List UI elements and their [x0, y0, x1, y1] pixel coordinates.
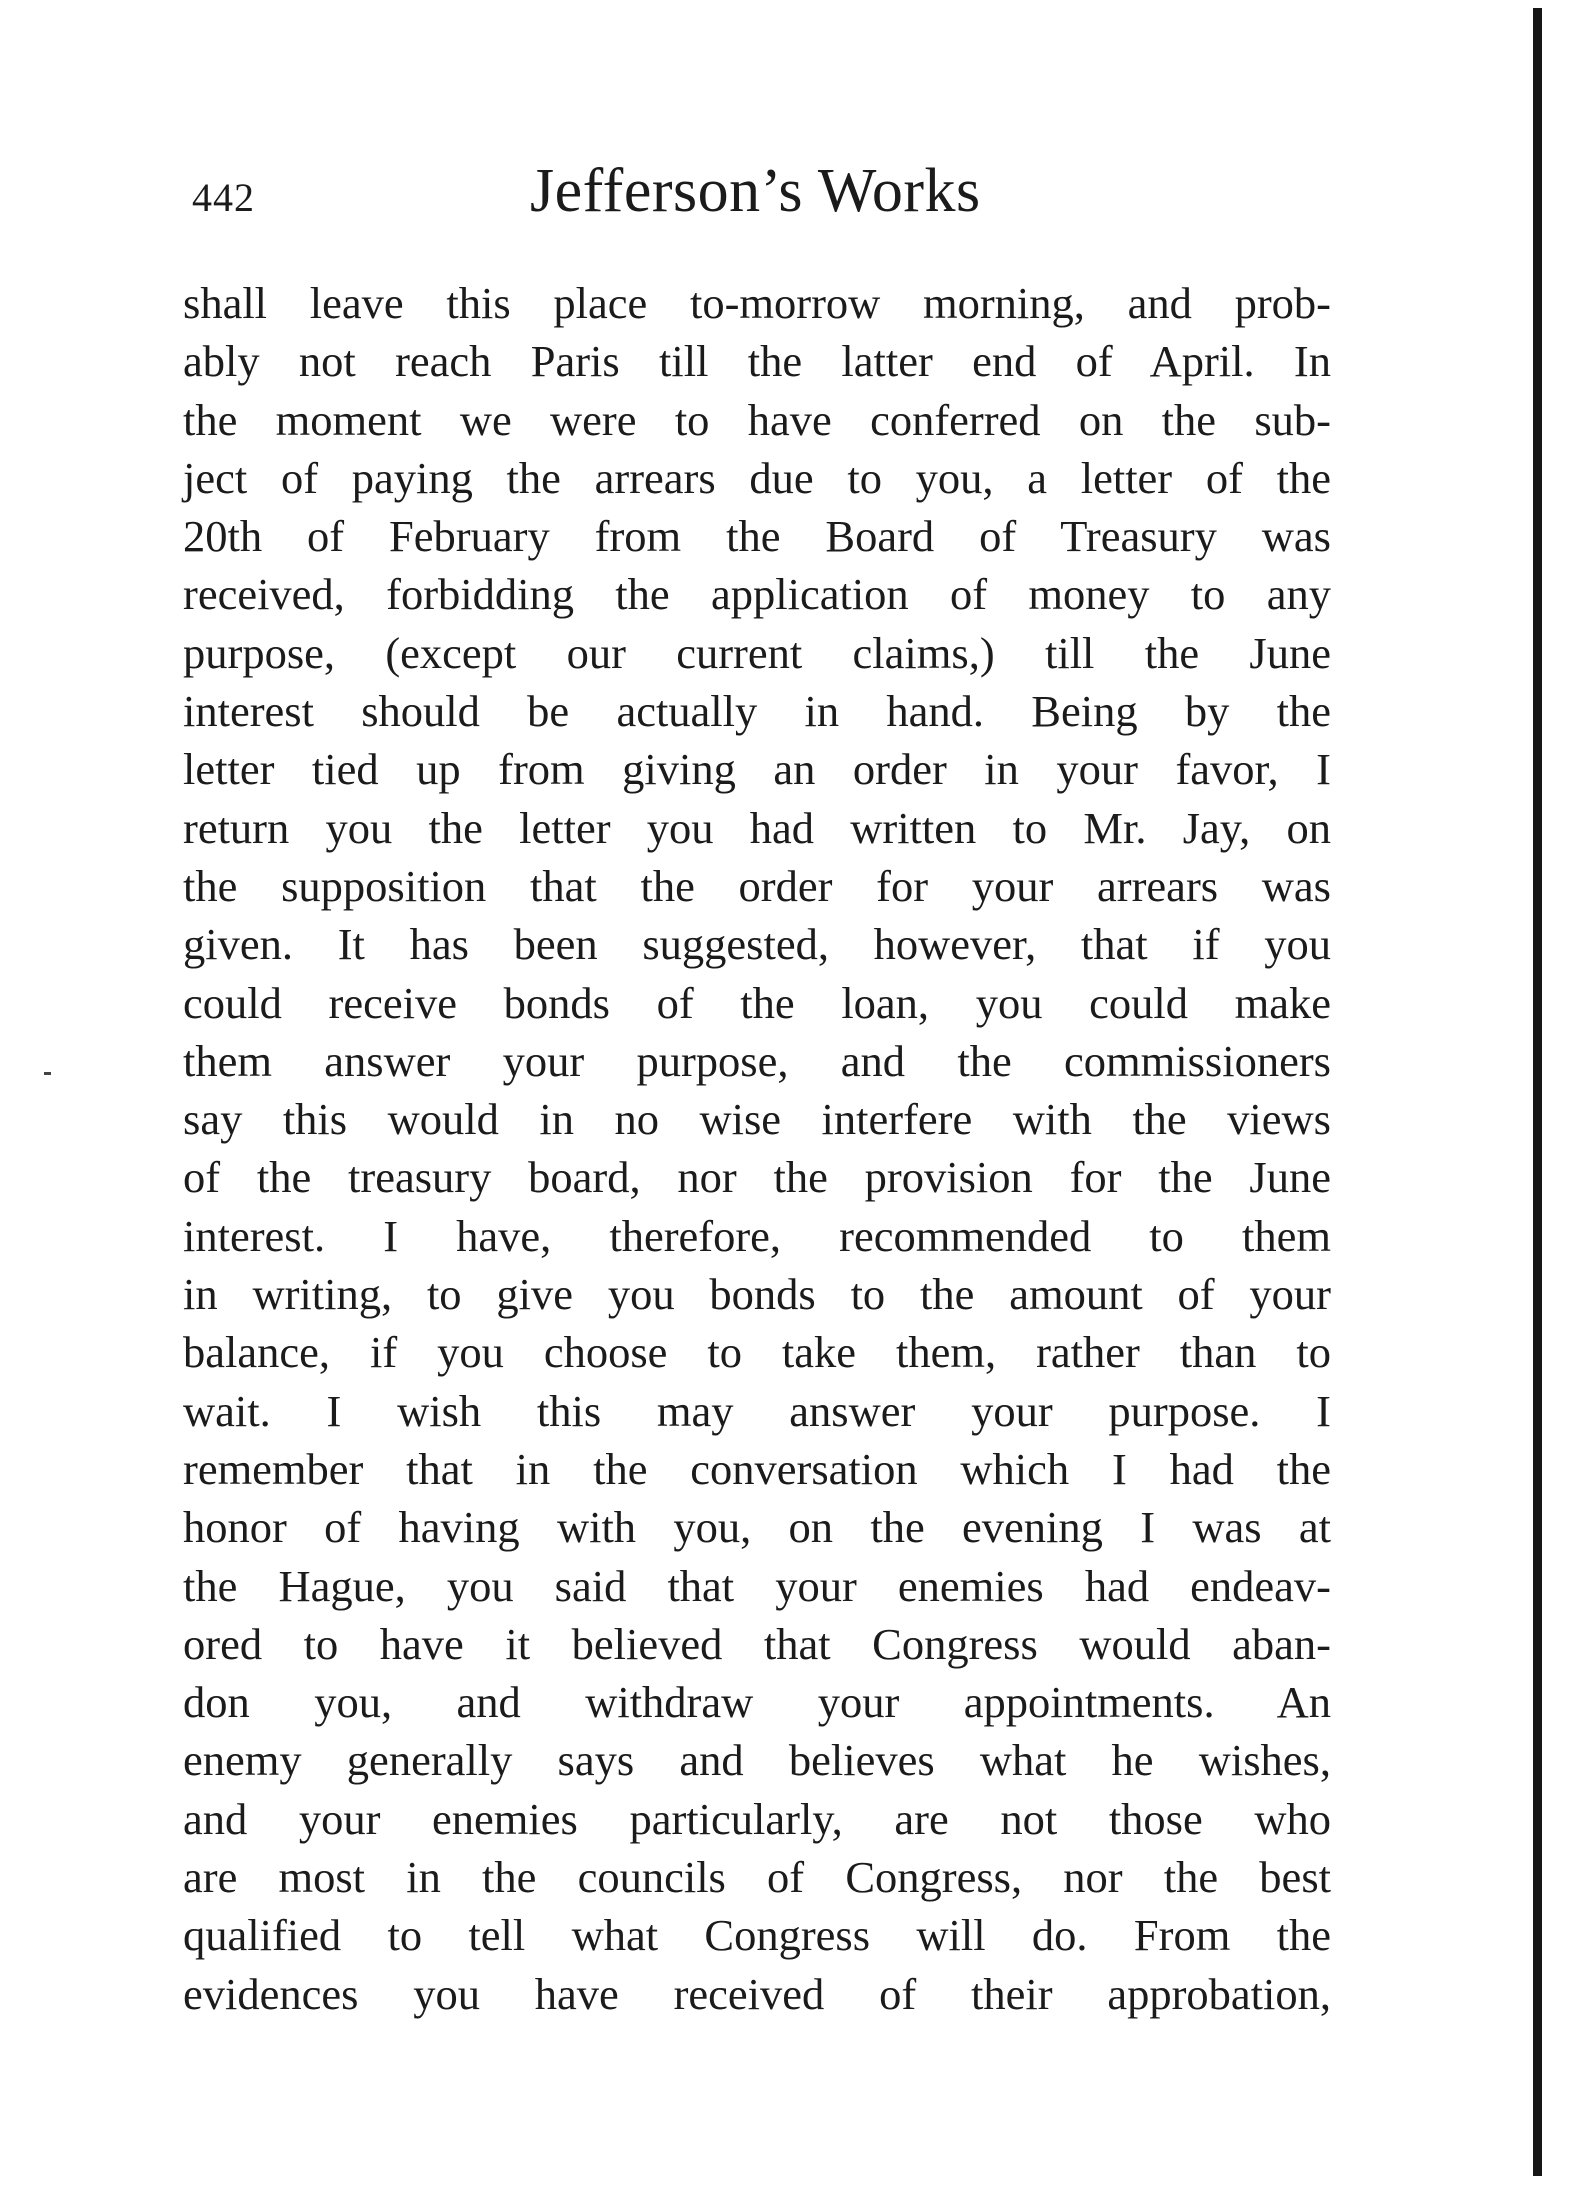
text-line: could receive bonds of the loan, you could make — [183, 977, 1331, 1028]
text-line: 20th of February from the Board of Treasury was — [183, 511, 1331, 562]
text-line: wait. I wish this may answer your purpose. I — [183, 1385, 1331, 1436]
text-line: return you the letter you had written to Mr. Jay, on — [183, 802, 1331, 853]
text-line: ored to have it believed that Congress would aban- — [183, 1618, 1331, 1669]
text-line: the supposition that the order for your arrears was — [183, 860, 1331, 911]
text-line: in writing, to give you bonds to the amount of your — [183, 1269, 1331, 1320]
text-line: enemy generally says and believes what he wishes, — [183, 1735, 1331, 1786]
text-line: balance, if you choose to take them, rather than to — [183, 1327, 1331, 1378]
margin-speck — [44, 1072, 51, 1075]
text-line: the Hague, you said that your enemies had endeav- — [183, 1560, 1331, 1611]
text-line: ably not reach Paris till the latter end of April. In — [183, 336, 1331, 387]
text-line: say this would in no wise interfere with the views — [183, 1094, 1331, 1145]
text-line: shall leave this place to-morrow morning, and prob- — [183, 278, 1331, 328]
text-line: purpose, (except our current claims,) till the June — [183, 627, 1331, 678]
page-header — [0, 0, 1577, 260]
text-line: interest should be actually in hand. Being by the — [183, 686, 1331, 737]
text-line: evidences you have received of their approbation, — [183, 1968, 1331, 2019]
text-line: and your enemies particularly, are not those who — [183, 1793, 1331, 1844]
text-line: letter tied up from giving an order in your favor, I — [183, 744, 1331, 795]
text-line: given. It has been suggested, however, that if you — [183, 919, 1331, 970]
text-line: interest. I have, therefore, recommended to them — [183, 1210, 1331, 1261]
page-number: 442 — [192, 175, 255, 220]
text-line: of the treasury board, nor the provision for the June — [183, 1152, 1331, 1203]
body-text — [183, 274, 1331, 2023]
text-line: received, forbidding the application of money to any — [183, 569, 1331, 620]
running-title: Jefferson’s Works — [530, 157, 981, 225]
text-line: qualified to tell what Congress will do. From the — [183, 1910, 1331, 1961]
scan-edge-bar — [1533, 8, 1542, 2176]
text-line: the moment we were to have conferred on the sub- — [183, 394, 1331, 445]
text-line: don you, and withdraw your appointments. An — [183, 1677, 1331, 1728]
text-line: ject of paying the arrears due to you, a letter of the — [183, 452, 1331, 503]
text-line: remember that in the conversation which I had the — [183, 1443, 1331, 1494]
text-line: them answer your purpose, and the commissioners — [183, 1035, 1331, 1086]
text-line: are most in the councils of Congress, nor the best — [183, 1852, 1331, 1903]
text-line: honor of having with you, on the evening I was at — [183, 1502, 1331, 1553]
